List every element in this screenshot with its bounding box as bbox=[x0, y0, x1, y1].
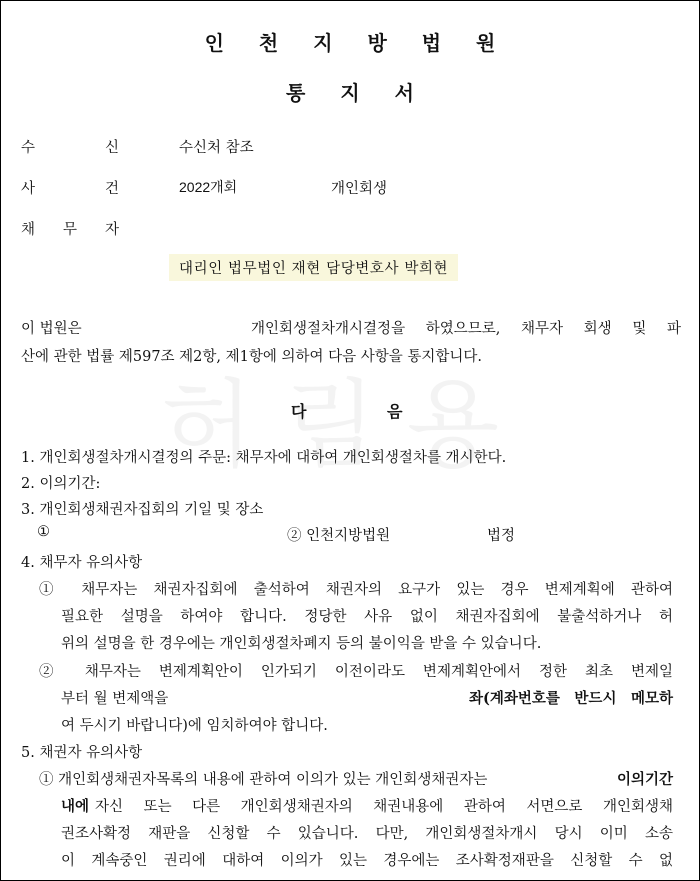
item-5-1-line1 bbox=[39, 768, 673, 789]
agent-highlight: 대리인 법무법인 재현 담당변호사 박희현 bbox=[169, 254, 458, 281]
item-4: 4. 채무자 유의사항 bbox=[21, 555, 143, 571]
item-3: 3. 개인회생채권자집회의 기일 및 장소 bbox=[21, 502, 264, 518]
item-4-2-line1: ② 채무자는 변제계획안이 인가되기 이전이라도 변제계획안에서 정한 최초 변제일 bbox=[39, 664, 673, 680]
intro-line2: 산에 관한 법률 제597조 제2항, 제1항에 의하여 다음 사항을 통지합니다. bbox=[21, 349, 483, 365]
heading-char-1: 다 bbox=[291, 402, 307, 421]
item-4-1-line3: 위의 설명을 한 경우에는 개인회생절차폐지 등의 불이익을 받을 수 있습니다. bbox=[61, 636, 542, 652]
case-type: 개인회생 bbox=[331, 181, 388, 197]
recipient-value: 수신처 참조 bbox=[179, 140, 254, 156]
recipient-label-2: 신 bbox=[105, 140, 120, 156]
item-3-place: ② 인천지방법원 bbox=[287, 528, 391, 544]
item-4-1-line2: 필요한 설명을 하여야 합니다. 정당한 사유 없이 채권자집회에 불출석하거나 허 bbox=[61, 609, 673, 625]
recipient-label-1: 수 bbox=[21, 140, 36, 156]
item-3-courtroom: 법정 bbox=[487, 528, 516, 544]
debtor-label-1: 채 bbox=[21, 222, 36, 238]
item-5: 5. 채권자 유의사항 bbox=[21, 745, 143, 761]
item-5-1-line2-text: 자신 또는 다른 개인회생채권자의 채권내용에 관하여 서면으로 개인회생채 bbox=[95, 799, 673, 815]
item-4-2-line3: 여 두시기 바랍니다)에 임치하여야 합니다. bbox=[61, 718, 328, 734]
intro-line1-start: 이 법원은 bbox=[21, 321, 82, 337]
debtor-label-3: 자 bbox=[105, 222, 120, 238]
case-label-1: 사 bbox=[21, 181, 36, 197]
item-5-1-line1-text: ① 개인회생채권자목록의 내용에 관하여 이의가 있는 개인회생채권자는 bbox=[39, 772, 488, 788]
item-5-1-line3: 권조사확정 재판을 신청할 수 있습니다. 다만, 개인회생절차개시 당시 이미 소송 bbox=[61, 826, 673, 842]
item-1: 1. 개인회생절차개시결정의 주문: 채무자에 대하여 개인회생절차를 개시한다. bbox=[21, 450, 507, 466]
item-5-1-within: 내에 bbox=[61, 798, 90, 815]
intro-line1-end: 개인회생절차개시결정을 하였으므로, 채무자 회생 및 파 bbox=[251, 321, 681, 337]
item-4-2-line2-end: 좌(계좌번호를 반드시 메모하 bbox=[469, 690, 673, 707]
item-4-1-line1: ① 채무자는 채권자집회에 출석하여 채권자의 요구가 있는 경우 변제계획에 관하여 bbox=[39, 582, 673, 598]
item-5-1-line4: 이 계속중인 권리에 대하여 이의가 있는 경우에는 조사확정재판을 신청할 수 없 bbox=[61, 853, 673, 869]
document-title: 통 지 서 bbox=[286, 81, 428, 105]
heading-char-2: 음 bbox=[387, 402, 403, 421]
item-5-1-objection-period: 이의기간 bbox=[616, 771, 673, 788]
item-3-circle-1: ① bbox=[37, 524, 50, 540]
item-2: 2. 이의기간: bbox=[21, 476, 101, 492]
item-4-2-line2-start: 부터 월 변제액을 bbox=[61, 691, 169, 707]
item-5-1-line2 bbox=[61, 795, 673, 816]
court-name: 인 천 지 방 법 원 bbox=[204, 31, 510, 55]
case-number: 2022개회 bbox=[179, 179, 238, 195]
case-label-2: 건 bbox=[105, 181, 120, 197]
debtor-label-2: 무 bbox=[63, 222, 78, 238]
